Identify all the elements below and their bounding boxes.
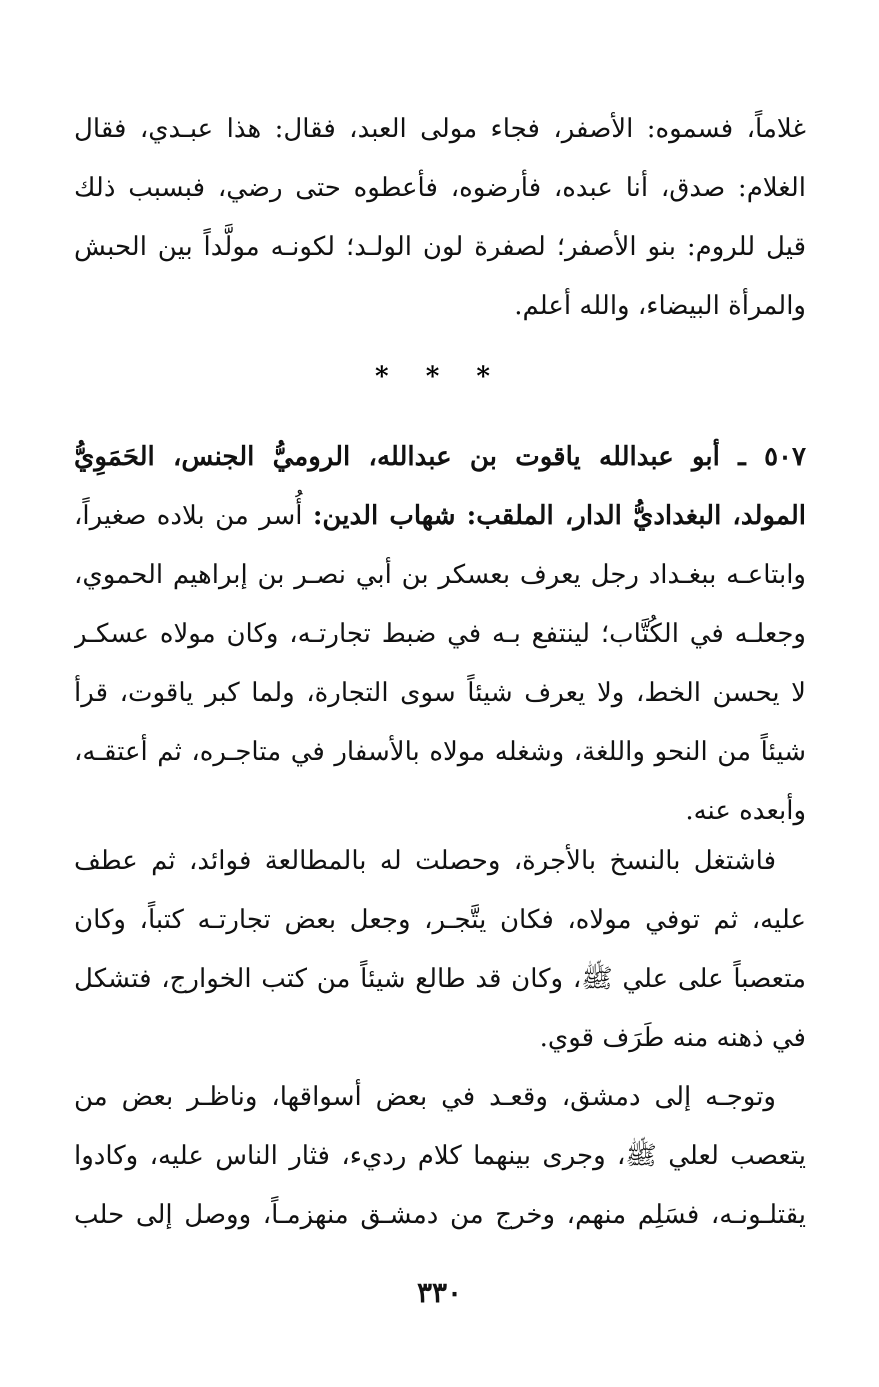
text-line: وأبعده عنه.	[685, 796, 806, 826]
text-line: فاشتغل بالنسخ بالأجرة، وحصلت له بالمطالعة فوائد، ثم عطف	[74, 846, 776, 876]
text-line: عليه، ثم توفي مولاه، فكان يتَّجـر، وجعل بعض تجارتـه كتباً، وكان	[74, 905, 806, 935]
paragraph-4	[74, 1068, 806, 1245]
text-line: يقتلـونـه، فسَلِم منهم، وخرج من دمشـق منهزمـاً، ووصل إلى حلب	[74, 1200, 806, 1230]
text-line: الغلام: صدق، أنا عبده، فأرضوه، فأعطوه حتى رضي، فبسبب ذلك	[74, 173, 806, 203]
text-line: لا يحسن الخط، ولا يعرف شيئاً سوى التجارة، ولما كبر ياقوت، قرأ	[74, 678, 806, 708]
text-line: متعصباً على علي ﷺ، وكان قد طالع شيئاً من كتب الخوارج، فتشكل	[74, 964, 806, 994]
page-number: ٣٣٠	[416, 1276, 463, 1309]
section-separator: * * *	[375, 362, 504, 392]
entry-heading-line-2	[74, 487, 806, 546]
entry-507	[74, 428, 806, 841]
paragraph-3	[74, 832, 806, 1068]
text-line: وابتاعـه ببغـداد رجل يعرف بعسكر بن أبي نصـر بن إبراهيم الحموي،	[74, 560, 806, 590]
entry-text-start: أُسر من بلاده صغيراً،	[74, 501, 303, 531]
text-line: في ذهنه منه طَرَف قوي.	[539, 1023, 806, 1053]
text-line: قيل للروم: بنو الأصفر؛ لصفرة لون الولـد؛ لكونـه مولَّداً بين الحبش	[74, 232, 806, 262]
text-line: والمرأة البيضاء، والله أعلم.	[514, 291, 806, 321]
text-line: شيئاً من النحو واللغة، وشغله مولاه بالأسفار في متاجـره، ثم أعتقـه،	[74, 737, 806, 767]
paragraph-1	[74, 100, 806, 336]
text-line: وجعلـه في الكُتَّاب؛ لينتفع بـه في ضبط تجارتـه، وكان مولاه عسكـر	[74, 619, 806, 649]
text-line: وتوجـه إلى دمشق، وقعـد في بعض أسواقها، وناظـر بعض من	[74, 1082, 776, 1112]
text-line: يتعصب لعلي ﷺ، وجرى بينهما كلام رديء، فثار الناس عليه، وكادوا	[74, 1141, 806, 1171]
text-line: غلاماً، فسموه: الأصفر، فجاء مولى العبد، فقال: هذا عبـدي، فقال	[74, 114, 806, 144]
entry-heading-continuation: المولد، البغداديُّ الدار، الملقب: شهاب الدين:	[312, 501, 806, 531]
entry-heading-line: ٥٠٧ ـ أبو عبدالله ياقوت بن عبدالله، الروميُّ الجنس، الحَمَوِيُّ	[74, 442, 806, 472]
